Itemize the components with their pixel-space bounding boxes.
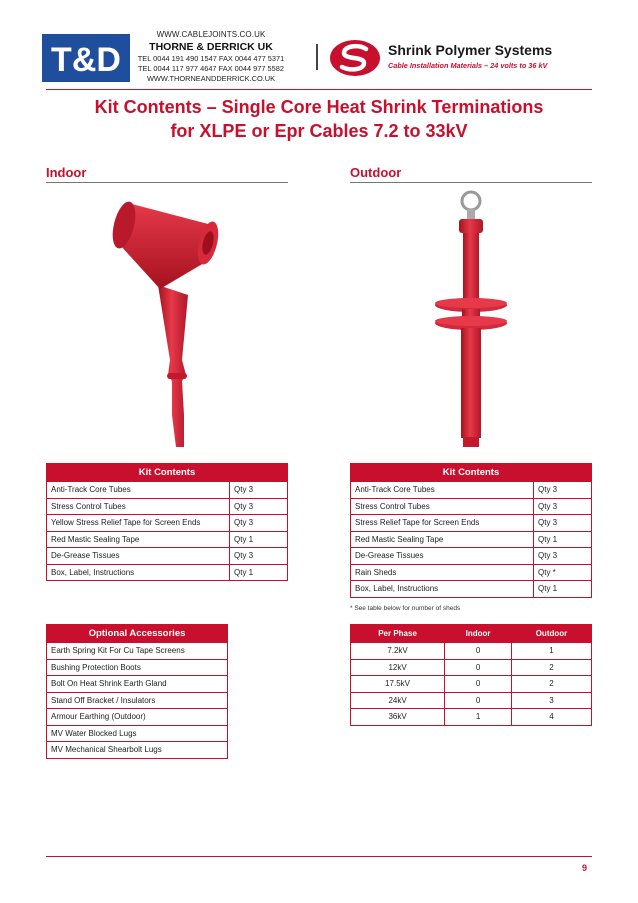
qty-cell: Qty 3 [230, 498, 288, 515]
item-cell: Stress Relief Tape for Screen Ends [351, 515, 534, 532]
item-cell: De-Grease Tissues [351, 548, 534, 565]
outdoor-sheds-cell: 1 [511, 643, 591, 660]
outdoor-kit-header: Kit Contents [351, 464, 592, 482]
qty-cell: Qty 1 [534, 531, 592, 548]
table-row [351, 692, 592, 709]
indoor-sheds-cell: 0 [445, 659, 512, 676]
sheds-per-phase-table [350, 624, 592, 726]
table-row [351, 643, 592, 660]
item-cell: Red Mastic Sealing Tape [47, 531, 230, 548]
indoor-sheds-cell: 0 [445, 676, 512, 693]
voltage-cell: 12kV [351, 659, 445, 676]
thorne-derrick-logo [42, 34, 130, 82]
accessory-cell: Bushing Protection Boots [47, 659, 228, 676]
col-header-per-phase: Per Phase [351, 625, 445, 643]
indoor-kit-header: Kit Contents [47, 464, 288, 482]
table-row [47, 692, 228, 709]
indoor-termination-image [100, 185, 250, 450]
sheds-note: * See table below for number of sheds [350, 605, 461, 612]
qty-cell: Qty 1 [230, 564, 288, 581]
title-line-1: Kit Contents – Single Core Heat Shrink Terminations [94, 97, 544, 117]
outdoor-sheds-cell: 2 [511, 676, 591, 693]
table-row [47, 725, 228, 742]
qty-cell: Qty 1 [230, 531, 288, 548]
indoor-sheds-cell: 0 [445, 692, 512, 709]
qty-cell: Qty 3 [230, 482, 288, 499]
item-cell: Stress Control Tubes [351, 498, 534, 515]
accessory-cell: Earth Spring Kit For Cu Tape Screens [47, 643, 228, 660]
outdoor-sheds-cell: 3 [511, 692, 591, 709]
table-row [351, 581, 592, 598]
header-divider [316, 44, 318, 70]
optional-accessories-table [46, 624, 228, 759]
indoor-sheds-cell: 0 [445, 643, 512, 660]
brand-name: Shrink Polymer Systems [388, 42, 553, 58]
voltage-cell: 7.2kV [351, 643, 445, 660]
item-cell: Anti-Track Core Tubes [351, 482, 534, 499]
tel-line-1: TEL 0044 191 490 1547 FAX 0044 477 5371 [137, 54, 285, 63]
item-cell: Box, Label, Instructions [47, 564, 230, 581]
table-row [351, 498, 592, 515]
item-cell: De-Grease Tissues [47, 548, 230, 565]
col-header-outdoor: Outdoor [511, 625, 591, 643]
accessory-cell: MV Mechanical Shearbolt Lugs [47, 742, 228, 759]
table-row [47, 709, 228, 726]
table-row [47, 548, 288, 565]
qty-cell: Qty 3 [230, 548, 288, 565]
qty-cell: Qty 1 [534, 581, 592, 598]
table-row [47, 498, 288, 515]
indoor-rule [46, 182, 288, 183]
outdoor-termination-image [425, 187, 521, 450]
item-cell: Yellow Stress Relief Tape for Screen Ends [47, 515, 230, 532]
outdoor-rule [350, 182, 592, 183]
optional-accessories-header: Optional Accessories [47, 625, 228, 643]
item-cell: Box, Label, Instructions [351, 581, 534, 598]
accessory-cell: Armour Earthing (Outdoor) [47, 709, 228, 726]
outdoor-kit-table [350, 463, 592, 598]
accessory-cell: Bolt On Heat Shrink Earth Gland [47, 676, 228, 693]
qty-cell: Qty * [534, 564, 592, 581]
table-row [351, 515, 592, 532]
table-row [351, 564, 592, 581]
contact-block [132, 30, 290, 83]
qty-cell: Qty 3 [534, 498, 592, 515]
outdoor-sheds-cell: 4 [511, 709, 591, 726]
table-row [351, 676, 592, 693]
item-cell: Anti-Track Core Tubes [47, 482, 230, 499]
table-row [47, 515, 288, 532]
voltage-cell: 24kV [351, 692, 445, 709]
accessory-cell: MV Water Blocked Lugs [47, 725, 228, 742]
logo-text: T&D [51, 41, 121, 79]
table-row [47, 742, 228, 759]
item-cell: Rain Sheds [351, 564, 534, 581]
table-row [47, 564, 288, 581]
title-line-2: for XLPE or Epr Cables 7.2 to 33kV [170, 121, 468, 141]
table-row [351, 482, 592, 499]
table-row [351, 659, 592, 676]
item-cell: Stress Control Tubes [47, 498, 230, 515]
website-text-2[interactable]: WWW.THORNEANDDERRICK.CO.UK [146, 74, 276, 83]
accessory-cell: Stand Off Bracket / Insulators [47, 692, 228, 709]
page-number: 9 [582, 863, 588, 873]
header-rule [46, 89, 592, 90]
table-row [47, 643, 228, 660]
page-title [46, 95, 592, 143]
table-row [47, 676, 228, 693]
table-row [351, 531, 592, 548]
outdoor-label: Outdoor [350, 165, 402, 180]
item-cell: Red Mastic Sealing Tape [351, 531, 534, 548]
tel-line-2: TEL 0044 117 977 4647 FAX 0044 977 5582 [138, 64, 284, 73]
footer-rule [46, 856, 592, 857]
indoor-kit-table [46, 463, 288, 581]
col-header-indoor: Indoor [445, 625, 512, 643]
table-row [351, 548, 592, 565]
qty-cell: Qty 3 [534, 515, 592, 532]
qty-cell: Qty 3 [534, 482, 592, 499]
qty-cell: Qty 3 [534, 548, 592, 565]
table-row [47, 482, 288, 499]
table-row [47, 659, 228, 676]
company-name: THORNE & DERRICK UK [149, 41, 273, 53]
indoor-sheds-cell: 1 [445, 709, 512, 726]
website-text[interactable]: WWW.CABLEJOINTS.CO.UK [156, 30, 266, 39]
voltage-cell: 17.5kV [351, 676, 445, 693]
table-row [351, 709, 592, 726]
voltage-cell: 36kV [351, 709, 445, 726]
shrink-polymer-logo-icon [328, 38, 382, 78]
qty-cell: Qty 3 [230, 515, 288, 532]
brand-block [388, 42, 552, 70]
outdoor-sheds-cell: 2 [511, 659, 591, 676]
indoor-label: Indoor [46, 165, 87, 180]
table-row [47, 531, 288, 548]
brand-tagline: Cable Installation Materials – 24 volts to 36 kV [388, 61, 548, 70]
